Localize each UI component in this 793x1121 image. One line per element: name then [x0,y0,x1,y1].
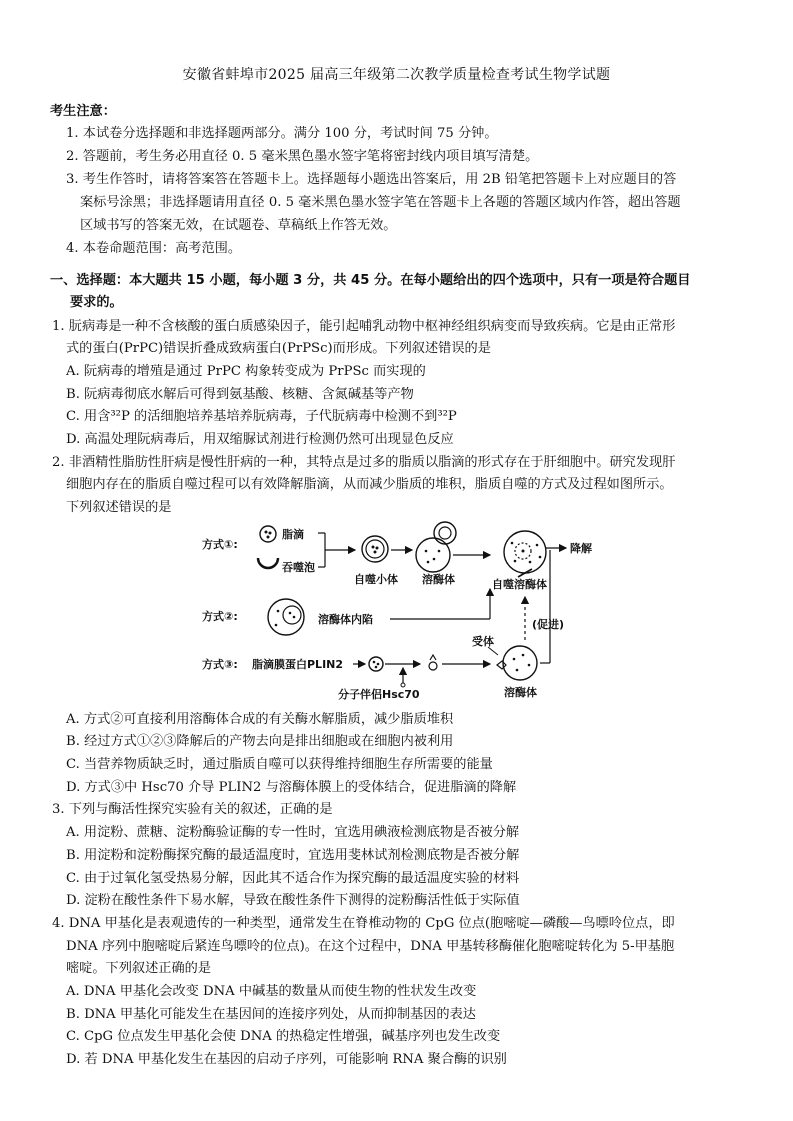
invagination-icon [268,599,304,635]
question-stem: 4. DNA 甲基化是表观遗传的一种类型，通常发生在脊椎动物的 CpG 位点(胞嘧啶—磷酸—鸟嘌呤位点，即 [52,916,675,931]
question-stem: 1. 朊病毒是一种不含核酸的蛋白质感染因子，能引起哺乳动物中枢神经组织病变而导致疾病。它是由正常形 [52,319,676,334]
phagophore-icon [258,558,278,568]
lysosome-fusion-icon [416,522,456,572]
section-heading-cont: 要求的。 [70,295,123,310]
hsc70-label: 分子伴侣Hsc70 [338,688,420,701]
notice-item: 案标号涂黑；非选择题请用直径 0. 5 毫米黑色墨水签字笔在答题卡上各题的答题区域内作答，超出答题 [80,195,681,210]
notice-item: 3. 考生作答时，请将答案答在答题卡上。选择题每小题选出答案后，用 2B 铅笔把答题卡上对应题目的答 [66,172,677,187]
notice-item: 区域书写的答案无效，在试题卷、草稿纸上作答无效。 [80,218,397,233]
option: C. 用含³²P 的活细胞培养基培养朊病毒，子代朊病毒中检测不到³²P [66,409,457,424]
notice-item: 4. 本卷命题范围：高考范围。 [66,241,242,256]
question-stem: 下列叙述错误的是 [66,500,172,515]
option: B. 用淀粉和淀粉酶探究酶的最适温度时，宜选用斐林试剂检测底物是否被分解 [66,848,520,863]
option: A. DNA 甲基化会改变 DNA 中碱基的数量从而使生物的性状发生改变 [66,984,477,999]
way2-label: 方式②: [202,610,238,623]
complex-icon [429,655,437,670]
notice-item: 2. 答题前，考生务必用直径 0. 5 毫米黑色墨水签字笔将密封线内项目填写清楚。 [66,149,539,164]
phagophore-label: 吞噬泡 [282,561,315,574]
way1-label: 方式①: [202,538,238,551]
page-title: 安徽省蚌埠市2025 届高三年级第二次教学质量检查考试生物学试题 [182,67,611,83]
lysosome-receptor-icon [497,646,537,680]
lipid-droplet-plin2-icon [369,657,383,671]
question-stem: 式的蛋白(PrPC)错误折叠成致病蛋白(PrPSc)而形成。下列叙述错误的是 [66,341,491,356]
autolysosome-label: 自噬溶酶体 [492,578,547,591]
question-stem: 3. 下列与酶活性探究实验有关的叙述，正确的是 [52,802,333,817]
notice-item: 1. 本试卷分选择题和非选择题两部分。满分 100 分，考试时间 75 分钟。 [66,126,498,141]
option: C. CpG 位点发生甲基化会使 DNA 的热稳定性增强，碱基序列也发生改变 [66,1029,501,1044]
autophagosome-label: 自噬小体 [354,573,398,586]
receptor-label: 受体 [472,635,494,648]
option: D. 高温处理阮病毒后，用双缩脲试剂进行检测仍然可出现显色反应 [66,432,454,447]
option: B. 阮病毒彻底水解后可得到氨基酸、核糖、含氮碱基等产物 [66,387,414,402]
plin2-label: 脂滴膜蛋白PLIN2 [252,658,344,671]
promote-label: (促进) [532,618,565,631]
option: C. 由于过氧化氢受热易分解，因此其不适合作为探究酶的最适温度实验的材料 [66,871,520,886]
invagination-label: 溶酶体内陷 [318,613,373,626]
lipid-droplet-label: 脂滴 [282,528,304,541]
question-stem: DNA 序列中胞嘧啶后紧连鸟嘌呤的位点)。在这个过程中，DNA 甲基转移酶催化胞嘧啶转化为 5-甲基胞 [66,939,675,954]
option: D. 若 DNA 甲基化发生在基因的启动子序列，可能影响 RNA 聚合酶的识别 [66,1052,507,1067]
option: A. 阮病毒的增殖是通过 PrPC 构象转变成为 PrPSc 而实现的 [66,364,426,379]
lysosome2-label: 溶酶体 [504,686,537,699]
question-stem: 细胞内存在的脂质自噬过程可以有效降解脂滴，从而减少脂质的堆积，脂质自噬的方式及过程如图所示。 [66,477,673,492]
way3-label: 方式③: [202,658,238,671]
section-heading: 一、选择题：本大题共 15 小题，每小题 3 分，共 45 分。在每小题给出的四个选项中，只有一项是符合题目 [50,273,691,288]
option: A. 用淀粉、蔗糖、淀粉酶验证酶的专一性时，宜选用碘液检测底物是否被分解 [66,825,520,840]
autolysosome-icon [504,531,546,573]
lipophagy-diagram [190,515,630,705]
lysosome-label: 溶酶体 [422,573,455,586]
option: B. DNA 甲基化可能发生在基因间的连接序列处，从而抑制基因的表达 [66,1007,476,1022]
question-stem: 嘧啶。下列叙述正确的是 [66,961,212,976]
option: D. 方式③中 Hsc70 介导 PLIN2 与溶酶体膜上的受体结合，促进脂滴的降解 [66,780,517,795]
lipid-droplet-icon [260,526,276,542]
option: C. 当营养物质缺乏时，通过脂质自噬可以获得维持细胞生存所需要的能量 [66,757,493,772]
autophagosome-icon [362,536,388,562]
degrade-label: 降解 [570,542,592,555]
option: B. 经过方式①②③降解后的产物去向是排出细胞或在细胞内被利用 [66,734,454,749]
option: D. 淀粉在酸性条件下易水解，导致在酸性条件下测得的淀粉酶活性低于实际值 [66,893,520,908]
question-stem: 2. 非酒精性脂肪性肝病是慢性肝病的一种，其特点是过多的脂质以脂滴的形式存在于肝细胞中。研究发现肝 [52,455,676,470]
notice-heading: 考生注意： [50,104,116,119]
option: A. 方式②可直接利用溶酶体合成的有关酶水解脂质，减少脂质堆积 [66,712,454,727]
